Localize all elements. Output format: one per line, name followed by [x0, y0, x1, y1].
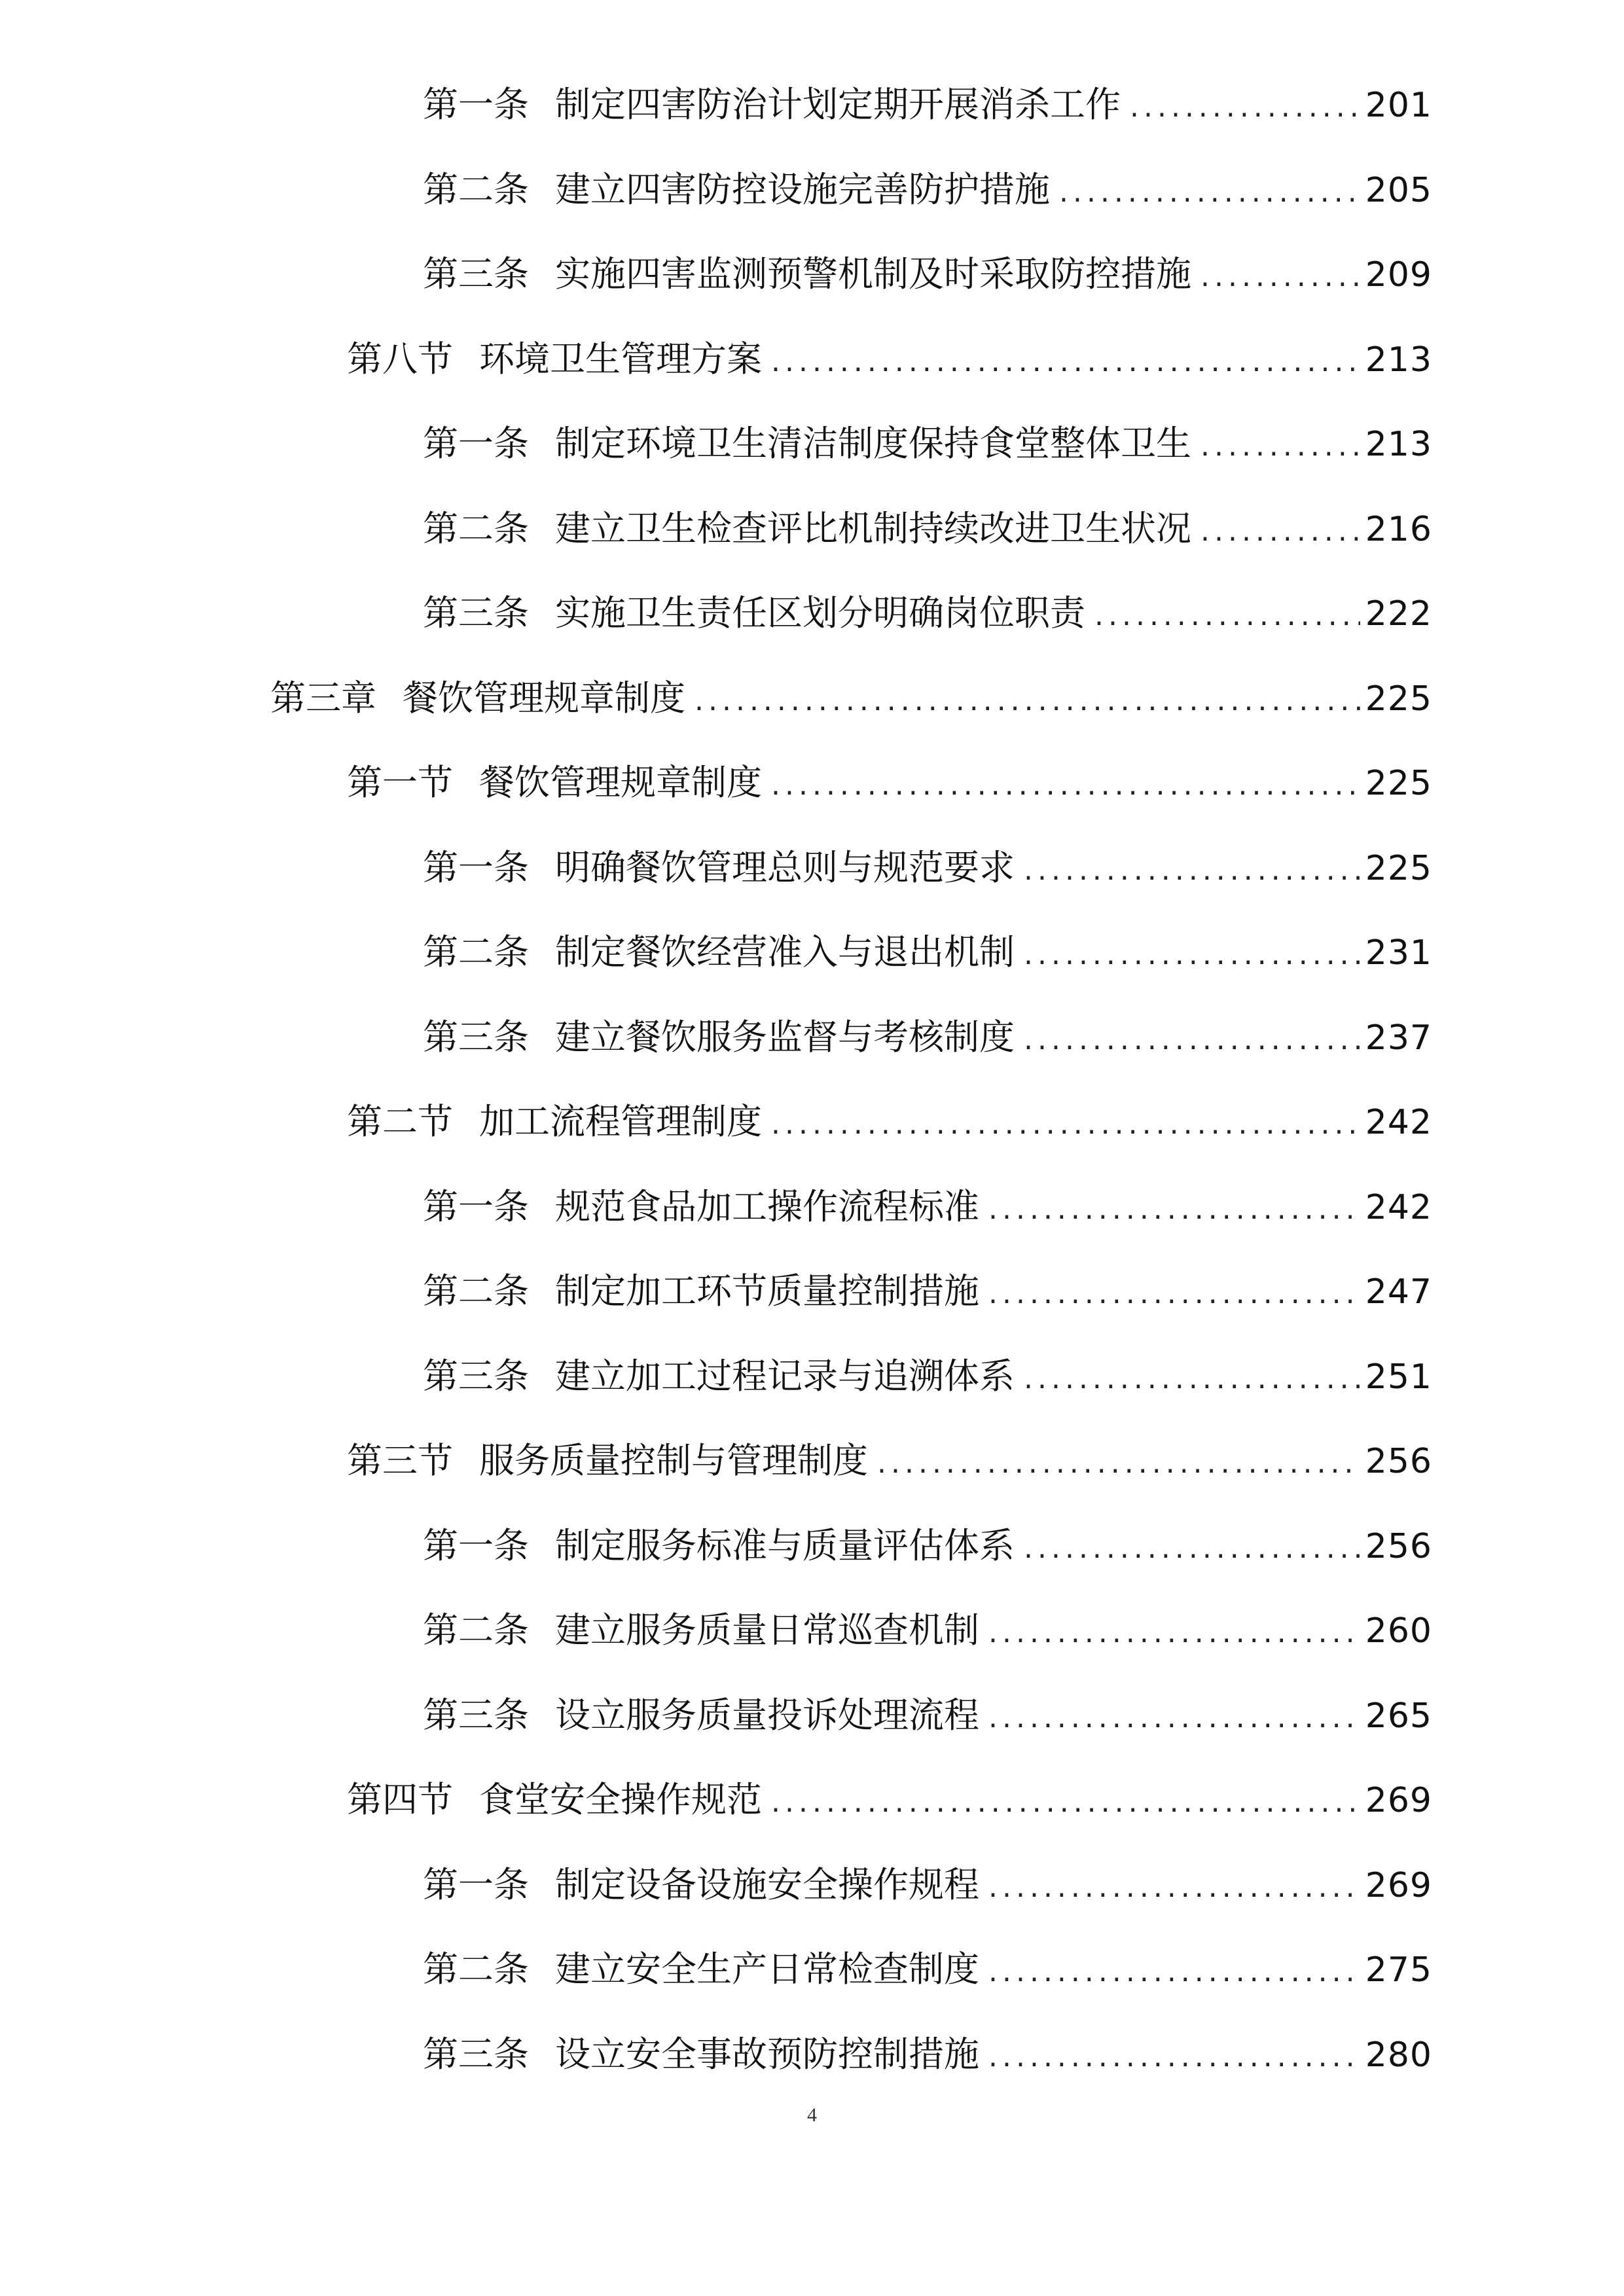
toc-entry-page-number: 213 [1365, 340, 1432, 380]
toc-entry-label: 第八节 [347, 338, 453, 380]
toc-entry-page-number: 265 [1365, 1696, 1432, 1736]
toc-entry[interactable] [347, 1425, 1432, 1497]
toc-dot-leader [695, 662, 1360, 737]
toc-dot-leader [771, 1086, 1360, 1160]
toc-entry-page-number: 209 [1365, 255, 1432, 295]
toc-dot-leader [1200, 493, 1360, 567]
toc-entry[interactable] [423, 238, 1432, 310]
toc-entry-page-number: 225 [1365, 679, 1432, 719]
toc-entry-title: 制定环境卫生清洁制度保持食堂整体卫生 [555, 423, 1191, 464]
toc-entry[interactable] [423, 408, 1432, 480]
toc-dot-leader [988, 1679, 1360, 1754]
toc-entry-title: 餐饮管理规章制度 [403, 677, 685, 719]
toc-entry-title: 加工流程管理制度 [479, 1101, 762, 1142]
toc-entry-title: 明确餐饮管理总则与规范要求 [555, 847, 1015, 888]
toc-entry-label: 第三条 [423, 1355, 529, 1397]
toc-entry[interactable] [347, 1764, 1432, 1836]
toc-entry-title: 建立安全生产日常检查制度 [555, 1948, 979, 1990]
toc-entry-title: 设立服务质量投诉处理流程 [555, 1695, 979, 1736]
toc-dot-leader [988, 2018, 1360, 2093]
toc-entry-title: 食堂安全操作规范 [479, 1779, 762, 1820]
page-number: 4 [807, 2104, 817, 2126]
toc-dot-leader [771, 747, 1360, 821]
toc-entry[interactable] [423, 1594, 1432, 1666]
toc-entry-title: 建立卫生检查评比机制持续改进卫生状况 [555, 508, 1191, 549]
toc-entry[interactable] [423, 832, 1432, 904]
toc-entry[interactable] [347, 323, 1432, 395]
toc-entry-page-number: 256 [1365, 1442, 1432, 1481]
toc-entry[interactable] [423, 1255, 1432, 1327]
toc-entry-title: 实施卫生责任区划分明确岗位职责 [555, 592, 1085, 634]
toc-dot-leader [1024, 1001, 1360, 1076]
toc-entry-title: 建立服务质量日常巡查机制 [555, 1609, 979, 1651]
toc-entry-page-number: 225 [1365, 849, 1432, 888]
toc-entry-title: 制定四害防治计划定期开展消杀工作 [555, 84, 1121, 125]
toc-dot-leader [1024, 916, 1360, 991]
toc-entry-label: 第四节 [347, 1779, 453, 1820]
toc-entry-title: 制定设备设施安全操作规程 [555, 1864, 979, 1905]
toc-entry-page-number: 205 [1365, 171, 1432, 210]
toc-dot-leader [1130, 69, 1360, 143]
toc-dot-leader [1024, 1340, 1360, 1415]
toc-entry[interactable] [423, 1340, 1432, 1412]
toc-entry-title: 制定加工环节质量控制措施 [555, 1270, 979, 1312]
toc-entry-title: 建立餐饮服务监督与考核制度 [555, 1016, 1015, 1058]
toc-dot-leader [1200, 238, 1360, 313]
toc-entry[interactable] [347, 1086, 1432, 1158]
toc-entry-title: 餐饮管理规章制度 [479, 762, 762, 803]
toc-entry[interactable] [423, 69, 1432, 141]
toc-entry-label: 第一条 [423, 1864, 529, 1905]
toc-entry-page-number: 222 [1365, 594, 1432, 634]
toc-entry-label: 第二条 [423, 931, 529, 973]
toc-entry[interactable] [423, 577, 1432, 649]
toc-dot-leader [1024, 832, 1360, 906]
toc-entry-label: 第三条 [423, 1016, 529, 1058]
toc-entry[interactable] [423, 916, 1432, 988]
toc-dot-leader [988, 1594, 1360, 1669]
toc-entry-page-number: 251 [1365, 1357, 1432, 1397]
toc-entry[interactable] [423, 1171, 1432, 1243]
toc-entry-label: 第一条 [423, 1525, 529, 1566]
toc-entry[interactable] [423, 1933, 1432, 2005]
toc-entry-title: 制定餐饮经营准入与退出机制 [555, 931, 1015, 973]
toc-entry-title: 实施四害监测预警机制及时采取防控措施 [555, 253, 1191, 295]
toc-entry-page-number: 247 [1365, 1272, 1432, 1312]
toc-entry-title: 制定服务标准与质量评估体系 [555, 1525, 1015, 1566]
toc-dot-leader [988, 1849, 1360, 1924]
toc-entry-label: 第一条 [423, 84, 529, 125]
toc-entry-label: 第一节 [347, 762, 453, 803]
toc-entry-page-number: 242 [1365, 1103, 1432, 1142]
toc-entry-label: 第二条 [423, 508, 529, 549]
toc-entry-title: 建立四害防控设施完善防护措施 [555, 169, 1050, 210]
toc-entry-label: 第二条 [423, 1948, 529, 1990]
toc-entry-page-number: 280 [1365, 2036, 1432, 2075]
toc-entry-label: 第三节 [347, 1440, 453, 1481]
toc-entry-page-number: 216 [1365, 510, 1432, 549]
toc-entry-page-number: 269 [1365, 1866, 1432, 1905]
toc-entry-label: 第二条 [423, 1609, 529, 1651]
toc-entry-page-number: 201 [1365, 86, 1432, 125]
toc-entry-label: 第二节 [347, 1101, 453, 1142]
toc-entry[interactable] [347, 747, 1432, 819]
toc-dot-leader [771, 323, 1360, 398]
toc-entry-title: 规范食品加工操作流程标准 [555, 1186, 979, 1227]
toc-entry[interactable] [423, 1849, 1432, 1921]
toc-entry-page-number: 269 [1365, 1781, 1432, 1820]
toc-entry-page-number: 213 [1365, 425, 1432, 464]
toc-entry-label: 第二条 [423, 169, 529, 210]
toc-entry-title: 建立加工过程记录与追溯体系 [555, 1355, 1015, 1397]
toc-entry-label: 第三条 [423, 592, 529, 634]
toc-entry-title: 设立安全事故预防控制措施 [555, 2034, 979, 2075]
toc-entry[interactable] [423, 1001, 1432, 1073]
toc-entry-title: 服务质量控制与管理制度 [479, 1440, 868, 1481]
toc-entry[interactable] [423, 1679, 1432, 1751]
toc-dot-leader [771, 1764, 1360, 1839]
toc-entry-title: 环境卫生管理方案 [479, 338, 762, 380]
toc-entry-page-number: 260 [1365, 1611, 1432, 1651]
toc-entry-page-number: 242 [1365, 1188, 1432, 1227]
toc-entry[interactable] [423, 493, 1432, 565]
toc-dot-leader [1024, 1510, 1360, 1585]
toc-dot-leader [1200, 408, 1360, 482]
toc-entry-page-number: 231 [1365, 933, 1432, 973]
toc-entry[interactable] [423, 154, 1432, 226]
toc-entry-label: 第三条 [423, 2034, 529, 2075]
toc-dot-leader [988, 1255, 1360, 1330]
toc-entry-label: 第一条 [423, 847, 529, 888]
toc-entry-page-number: 225 [1365, 764, 1432, 803]
toc-dot-leader [1059, 154, 1360, 228]
toc-dot-leader [988, 1171, 1360, 1246]
toc-entry-label: 第一条 [423, 1186, 529, 1227]
toc-entry-label: 第三条 [423, 253, 529, 295]
toc-entry-label: 第一条 [423, 423, 529, 464]
toc-entry-page-number: 256 [1365, 1527, 1432, 1566]
toc-entry-page-number: 275 [1365, 1950, 1432, 1990]
toc-entry[interactable] [423, 1510, 1432, 1582]
toc-entry[interactable] [270, 662, 1432, 734]
toc-entry-label: 第三章 [270, 677, 376, 719]
toc-dot-leader [988, 1933, 1360, 2008]
toc-entry[interactable] [423, 2018, 1432, 2090]
toc-entry-label: 第二条 [423, 1270, 529, 1312]
toc-entry-label: 第三条 [423, 1695, 529, 1736]
toc-dot-leader [1094, 577, 1360, 652]
toc-entry-page-number: 237 [1365, 1018, 1432, 1058]
toc-dot-leader [877, 1425, 1360, 1499]
